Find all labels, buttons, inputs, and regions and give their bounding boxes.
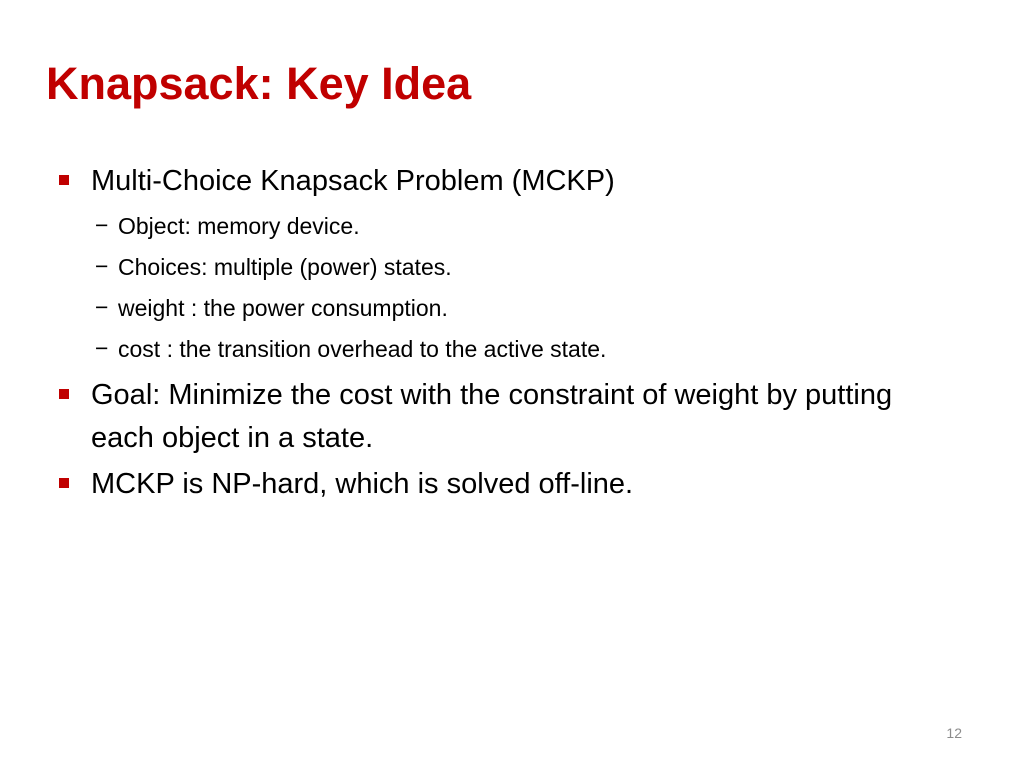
slide-title: Knapsack: Key Idea: [46, 58, 472, 109]
square-bullet-icon: [59, 175, 69, 185]
sub-bullet-text: Choices: multiple (power) states.: [118, 254, 452, 280]
sub-bullet-text: cost : the transition overhead to the active state.: [118, 336, 607, 362]
dash-bullet-icon: −: [95, 212, 109, 238]
bullet-item: [59, 160, 959, 203]
page-number: 12: [946, 725, 962, 741]
sub-bullet-item: [59, 329, 959, 370]
dash-bullet-icon: −: [95, 253, 109, 279]
sub-bullet-text: weight : the power consumption.: [118, 295, 448, 321]
bullet-list: [59, 160, 959, 509]
bullet-text: MCKP is NP-hard, which is solved off-line.: [91, 468, 634, 500]
sub-bullet-item: [59, 247, 959, 288]
sub-bullet-item: [59, 206, 959, 247]
sub-bullet-list: [59, 206, 959, 370]
sub-bullet-text: Object: memory device.: [118, 213, 360, 239]
square-bullet-icon: [59, 389, 69, 399]
sub-bullet-item: [59, 288, 959, 329]
bullet-text: Goal: Minimize the cost with the constraint of weight by putting each object in a state.: [91, 379, 893, 454]
bullet-item: [59, 463, 959, 506]
bullet-item: [59, 374, 959, 460]
square-bullet-icon: [59, 478, 69, 488]
dash-bullet-icon: −: [95, 335, 109, 361]
bullet-text: Multi-Choice Knapsack Problem (MCKP): [91, 165, 615, 197]
dash-bullet-icon: −: [95, 294, 109, 320]
